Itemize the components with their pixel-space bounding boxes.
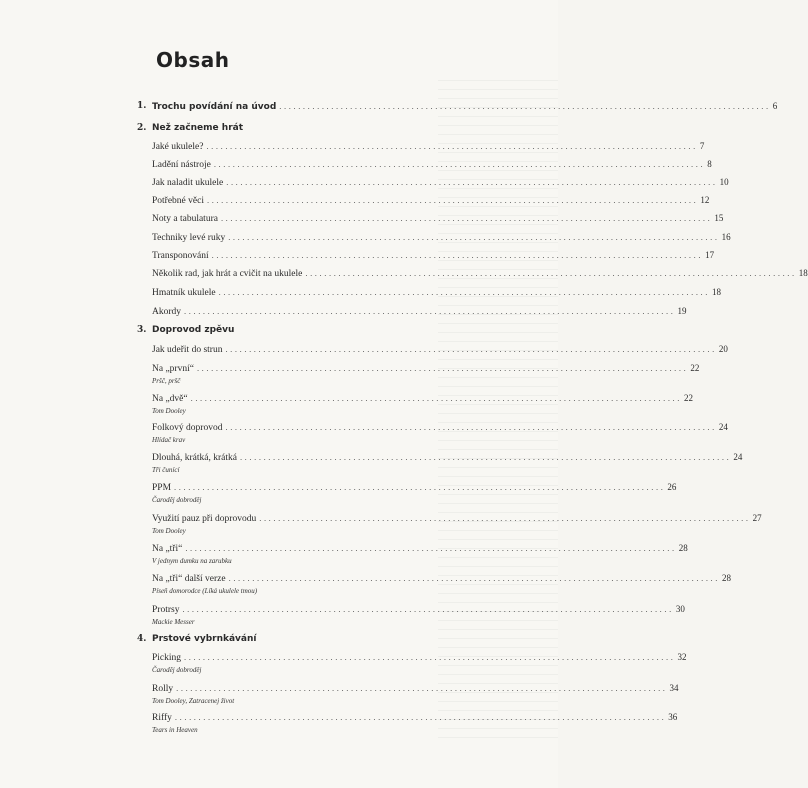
toc-entry[interactable] — [152, 393, 694, 404]
chapter-number: 2. — [137, 123, 147, 133]
song-title: Čaroděj dobroděj — [152, 666, 202, 674]
song-title: Tom Dooley, Zatracenej život — [152, 697, 235, 705]
entry-title: Noty a tabulatura — [152, 214, 218, 224]
dot-leader: ........................................................................................................ — [218, 287, 710, 297]
page-number: 22 — [690, 363, 700, 373]
toc-entry[interactable] — [152, 195, 710, 206]
entry-title: Transponování — [152, 251, 209, 261]
song-title: Mackie Messer — [152, 618, 195, 626]
song-title: Tears in Heaven — [152, 726, 198, 734]
toc-entry[interactable] — [152, 268, 808, 279]
song-title: Hlídač krav — [152, 436, 186, 444]
entry-title: Na „tři“ — [152, 544, 183, 554]
page-number: 12 — [700, 195, 710, 205]
toc-entry[interactable] — [152, 159, 712, 170]
toc-entry[interactable] — [152, 452, 743, 463]
toc-entry[interactable] — [152, 543, 688, 554]
toc-entry[interactable] — [152, 306, 687, 317]
page-number: 10 — [719, 177, 729, 187]
dot-leader: ........................................................................................................ — [226, 177, 718, 187]
dot-leader: ........................................................................................................ — [190, 393, 683, 403]
entry-title: Jaké ukulele? — [152, 142, 204, 152]
toc-entry[interactable] — [152, 213, 724, 224]
page-number: 6 — [772, 101, 778, 111]
toc-entry[interactable] — [152, 683, 679, 694]
entry-title: Několik rad, jak hrát a cvičit na ukulele — [152, 269, 303, 279]
dot-leader: ........................................................................................................ — [220, 213, 713, 223]
dot-leader: ........................................................................................................ — [228, 232, 720, 242]
dot-leader: ........................................................................................................ — [184, 652, 676, 662]
entry-title: Folkový doprovod — [152, 423, 223, 433]
song-title: Tom Dooley — [152, 407, 186, 415]
chapter-number: 4. — [137, 634, 147, 644]
page-number: 36 — [668, 712, 678, 722]
song-title: Tři čunící — [152, 466, 180, 474]
page-number: 20 — [718, 344, 728, 354]
page-number: 32 — [677, 652, 687, 662]
toc-entry[interactable] — [152, 177, 729, 188]
dot-leader: ........................................................................................................ — [279, 101, 771, 111]
page-number: 30 — [675, 604, 685, 614]
page-number: 8 — [707, 159, 712, 169]
page-number: 22 — [684, 393, 694, 403]
entry-title: Akordy — [152, 307, 182, 317]
dot-leader: ........................................................................................................ — [182, 604, 674, 614]
dot-leader: ........................................................................................................ — [196, 363, 689, 373]
page-title: Obsah — [156, 48, 230, 72]
chapter-number: 1. — [137, 101, 147, 111]
entry-title: Riffy — [152, 713, 172, 723]
page-number: 26 — [667, 482, 677, 492]
entry-title: Ladění nástroje — [152, 160, 211, 170]
toc-entry[interactable] — [152, 712, 678, 723]
song-title: Pršč, pršč — [152, 377, 181, 385]
chapter-title: Prstové vybrnkávání — [152, 634, 257, 644]
dot-leader: ........................................................................................................ — [176, 683, 668, 693]
dot-leader: ........................................................................................................ — [239, 452, 732, 462]
page-number: 24 — [718, 422, 728, 432]
dot-leader: ........................................................................................................ — [225, 422, 717, 432]
entry-title: Na „tři“ další verze — [152, 574, 226, 584]
entry-title: Na „dvě“ — [152, 394, 188, 404]
dot-leader: ........................................................................................................ — [206, 195, 699, 205]
dot-leader: ........................................................................................................ — [174, 712, 667, 722]
toc-entry[interactable] — [152, 604, 685, 615]
page-number: 28 — [678, 543, 688, 553]
page-number: 15 — [714, 213, 724, 223]
toc-entry[interactable] — [152, 232, 731, 243]
page-number: 27 — [752, 513, 762, 523]
entry-title: Využití pauz při doprovodu — [152, 514, 257, 524]
page-number: 24 — [733, 452, 743, 462]
entry-title: Na „první“ — [152, 364, 194, 374]
entry-title: Hmatník ukulele — [152, 288, 216, 298]
toc-entry[interactable] — [152, 141, 705, 152]
entry-title: Rolly — [152, 684, 174, 694]
toc-entry[interactable] — [152, 363, 700, 374]
dot-leader: ........................................................................................................ — [185, 543, 677, 553]
chapter-number: 3. — [137, 325, 147, 335]
page-number: 18 — [798, 268, 808, 278]
chapter-title: Trochu povídání na úvod — [152, 102, 277, 112]
chapter-title: Doprovod zpěvu — [152, 325, 235, 335]
entry-title: Picking — [152, 653, 182, 663]
page-number: 19 — [677, 306, 687, 316]
page-number: 16 — [721, 232, 731, 242]
page-number: 17 — [705, 250, 715, 260]
dot-leader: ........................................................................................................ — [259, 513, 751, 523]
page-number: 28 — [722, 573, 731, 583]
page-number: 34 — [669, 683, 679, 693]
dot-leader: ........................................................................................................ — [213, 159, 706, 169]
entry-title: PPM — [152, 483, 172, 493]
entry-title: Dlouhá, krátká, krátká — [152, 453, 237, 463]
entry-title: Jak udeřit do strun — [152, 345, 223, 355]
dot-leader: ........................................................................................................ — [174, 482, 666, 492]
dot-leader: ........................................................................................................ — [228, 573, 720, 583]
toc-entry[interactable] — [152, 482, 677, 493]
toc-entry[interactable] — [152, 250, 715, 261]
song-title: Tom Dooley — [152, 527, 186, 535]
toc-entry[interactable] — [152, 287, 721, 298]
chapter-entry[interactable] — [152, 101, 778, 112]
toc-entry[interactable] — [152, 513, 762, 524]
dot-leader: ........................................................................................................ — [305, 268, 797, 278]
toc-entry[interactable] — [152, 573, 731, 584]
song-title: V jednym dumku na zarubku — [152, 557, 232, 565]
chapter-title: Než začneme hrát — [152, 123, 244, 133]
toc-entry[interactable] — [152, 422, 728, 433]
entry-title: Techniky levé ruky — [152, 233, 226, 243]
entry-title: Potřebné věci — [152, 196, 204, 206]
toc-entry[interactable] — [152, 652, 687, 663]
dot-leader: ........................................................................................................ — [211, 250, 704, 260]
entry-title: Protrsy — [152, 605, 180, 615]
dot-leader: ........................................................................................................ — [225, 344, 717, 354]
song-title: Čaroděj dobroděj — [152, 496, 202, 504]
song-title: Píseň domorodce (Líká ukulele tmou) — [152, 587, 258, 595]
dot-leader: ........................................................................................................ — [206, 141, 698, 151]
dot-leader: ........................................................................................................ — [184, 306, 676, 316]
page-number: 7 — [699, 141, 705, 151]
entry-title: Jak naladit ukulele — [152, 178, 224, 188]
toc-entry[interactable] — [152, 344, 728, 355]
page-number: 18 — [712, 287, 721, 297]
